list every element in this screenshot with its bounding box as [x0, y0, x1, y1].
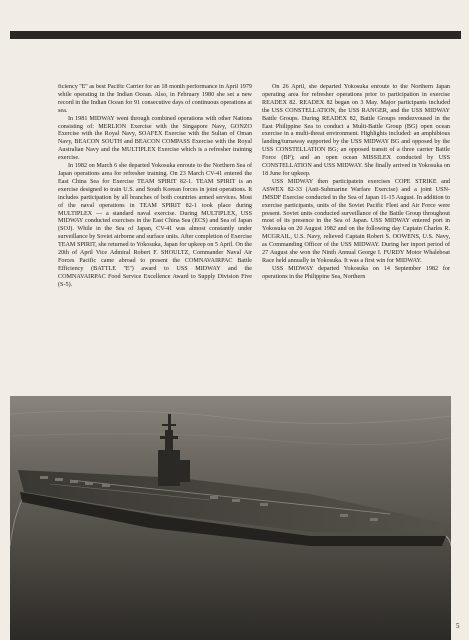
page-number: 5	[456, 622, 460, 630]
right-paragraph-2: USS MIDWAY then participatein exercises COPE STRIKE and ASWEX 82-33 (Anti-Submarine Warfare Exercise) and a joint USN-JMSDF Exercise conducted in the Sea of Japan 11-15 August. In addition to exercise participants, units of the Soviet Pacific Fleet and Air Force were present. Soviet units conducted surveillance of the Battle Group throughout most of its presence in the Sea of Japan. USS MIDWAY entered port in Yokosuka on 20 August 1982 and on the following day Captain Charles R. MCGRAIL, U.S. Navy, relieved Captain Robert S. OOWENS, U.S. Navy, as Commanding Officer of the USS MIDWAY. During her inport period of 27 August she won the Ninth Annual George I. FURDY Motor Whaleboat Race held annually in Yokosuka. It was a first win for MIDWAY.	[262, 178, 450, 264]
left-text-column	[58, 84, 252, 384]
right-paragraph-1: On 26 April, she departed Yokosuka enroute to the Northern Japan operating area for refresher operations prior to participation in exercise READEX 82. READEX 82 began on 3 May. Major participants included the USS CONSTELLATION, the USS RANGER, and the USS MIDWAY Battle Groups. During READEX 82, Battle Groups rendezvoused in the East Philippine Sea to conduct a Multi-Battle Group (BG) open ocean exercise in a multi-threat environment. Highlights included: an amphibious landing/turnaway supported by the USS MIDWAY BG and opposed by the USS CONSTELLATION BG; an opposed transit of a three carrier Battle Force (BF); and an open ocean MISSILEX conducted by USS CONSTELLATION and USS MIDWAY. She finally arrived in Yokosuka on 18 June for upkeep.	[262, 84, 450, 177]
left-paragraph-2: In 1981 MIDWAY went through combined operations with other Nations consisting of: MERLION Exercise with the Singapore Navy, GONZO Exercise with the Royal Navy, SOAFEX Exercise with the Sultan of Oman Navy, BEACON SOUTH and BEACON COMPASS Exercise with the Royal Australian Navy and the MULTIPLEX Exercise which is a refresher training exercise.	[58, 115, 252, 162]
left-paragraph-3: In 1982 on March 6 she departed Yokosuka enroute to the Northern Sea of Japan operations area for refresher training. On 23 March CV-41 entered the East China Sea for Exercise TEAM SPIRIT 82-1. TEAM SPIRIT is an exercise designed to train U.S. and South Korean forces in joint operations. It includes participation by all branches of both countries armed services. Most of the naval operations in TEAM SPIRIT 82-1 took place during MULTIPLEX — a standard naval exercise. During MULTIPLEX, USS MIDWAY conducted exercises in the East China Sea (ECS) and Sea of Japan (SOJ). While in the Sea of Japan, CV-41 was almost constantly under surveillance by Soviet airborne and surface units. After completion of Exercise TEAM SPIRIT, she returned to Yokosuka, Japan for upkeep on 5 April. On the 20th of April Vice Admiral Robert F. SHOULTZ, Commander Naval Air Forces Pacific came abroad to present the COMNAVAIRPAC Battle Efficiency (BATTLE ''E'') award to USS MIDWAY and the COMNAVAIRPAC Food Service Excellence Award to Supply Division Five (S-5).	[58, 163, 252, 288]
right-paragraph-3: USS MIDWAY departed Yokosuka on 14 September 1982 for operations in the Philippine Sea, Northern	[262, 265, 450, 280]
carrier-photo-graphic	[10, 396, 451, 640]
aircraft-carrier-photo	[10, 396, 451, 640]
left-paragraph-1: ficiency ''E'' as best Pacific Carrier for an 18 month performance in April 1979 while operating in the Indian Ocean. Also, in February 1980 she set a new record in the Indian Ocean for 91 consecutive days of continuous operations at sea.	[58, 84, 252, 114]
right-text-column	[262, 84, 450, 384]
top-rule	[10, 31, 461, 39]
